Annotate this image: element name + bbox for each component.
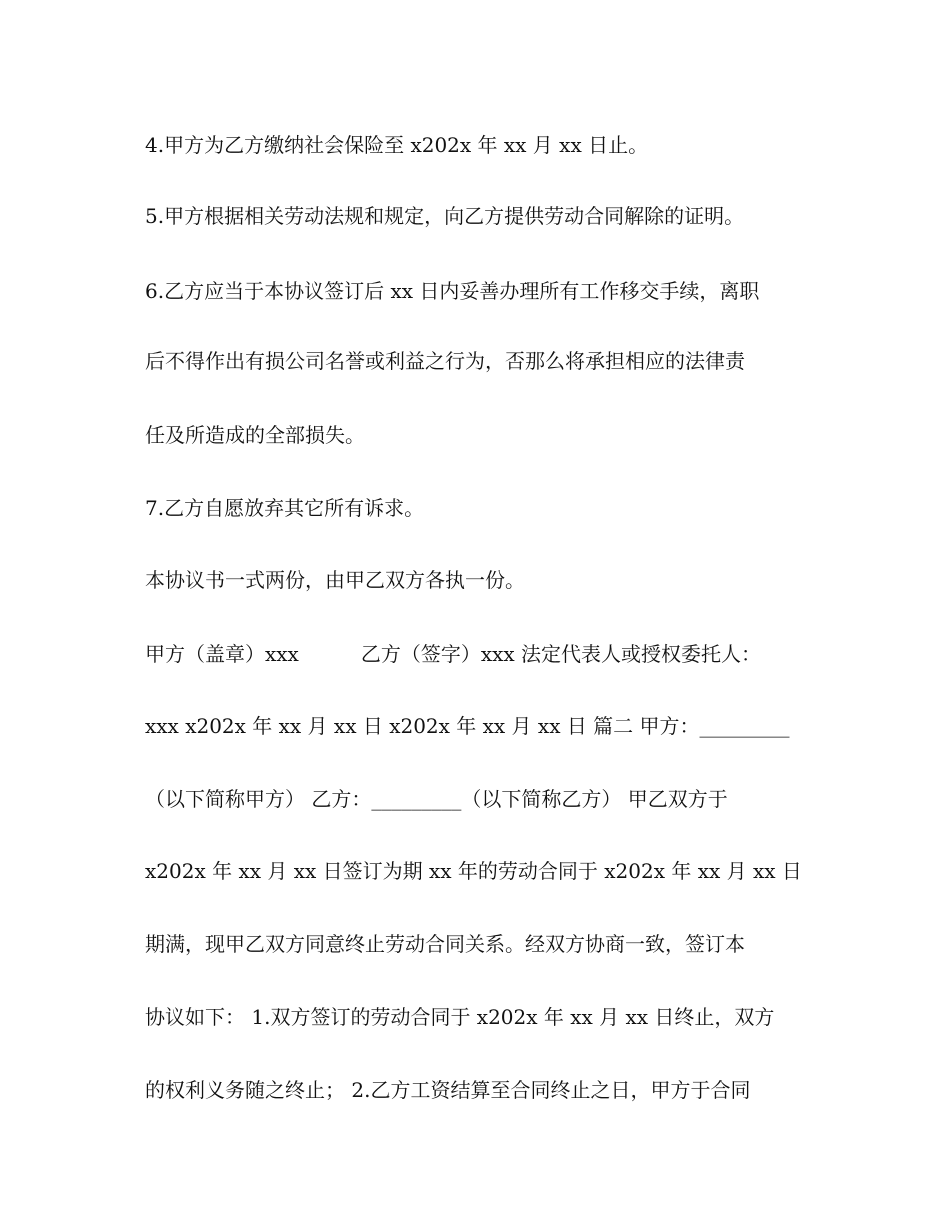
section-two-item-1-line: 协议如下： 1.双方签订的劳动合同于 x202x 年 xx 月 xx 日终止，双方 bbox=[145, 1005, 775, 1029]
section-two-contract-line: x202x 年 xx 月 xx 日签订为期 xx 年的劳动合同于 x202x 年 xx 月 xx 日 bbox=[145, 859, 802, 883]
section-two-termination-line: 期满，现甲乙双方同意终止劳动合同关系。经双方协商一致，签订本 bbox=[145, 932, 745, 956]
clause-6-line-2: 后不得作出有损公司名誉或利益之行为，否那么将承担相应的法律责 bbox=[145, 349, 745, 373]
signature-line bbox=[145, 640, 810, 668]
section-two-parties-line: （以下简称甲方） 乙方：_________（以下简称乙方） 甲乙双方于 bbox=[145, 787, 728, 811]
party-a-signature: 甲方（盖章）xxx bbox=[145, 642, 299, 666]
copies-statement: 本协议书一式两份，由甲乙双方各执一份。 bbox=[145, 568, 525, 592]
date-and-section-two-line: xxx x202x 年 xx 月 xx 日 x202x 年 xx 月 xx 日 篇二 甲方：_________ bbox=[145, 714, 790, 738]
clause-6-line-3: 任及所造成的全部损失。 bbox=[145, 423, 365, 447]
clause-5: 5.甲方根据相关劳动法规和规定，向乙方提供劳动合同解除的证明。 bbox=[145, 204, 745, 228]
clause-6-line-1: 6.乙方应当于本协议签订后 xx 日内妥善办理所有工作移交手续，离职 bbox=[145, 279, 760, 303]
party-b-signature: 乙方（签字）xxx 法定代表人或授权委托人： bbox=[360, 642, 762, 666]
section-two-item-2-line: 的权利义务随之终止； 2.乙方工资结算至合同终止之日，甲方于合同 bbox=[145, 1078, 751, 1102]
clause-7: 7.乙方自愿放弃其它所有诉求。 bbox=[145, 496, 425, 520]
clause-4: 4.甲方为乙方缴纳社会保险至 x202x 年 xx 月 xx 日止。 bbox=[145, 133, 649, 157]
